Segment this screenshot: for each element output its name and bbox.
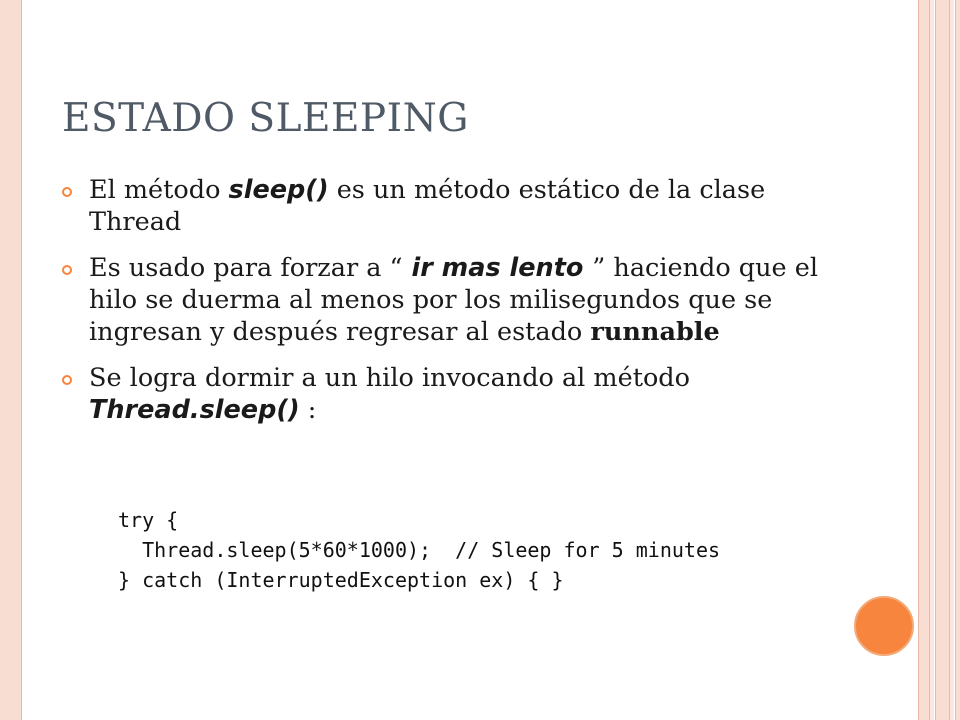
stripe — [950, 0, 954, 720]
stripe — [918, 0, 930, 720]
bullet-item — [62, 252, 822, 348]
bullet-list — [62, 174, 822, 440]
stripe — [955, 0, 960, 720]
method-name: sleep() — [228, 175, 329, 205]
bullet-text: Se logra dormir a un hilo invocando al método — [89, 363, 690, 393]
bullet-text: es un método estático de la clase Thread — [89, 175, 766, 237]
stripe — [935, 0, 950, 720]
method-name: Thread.sleep() — [89, 395, 300, 425]
code-line: try { — [118, 508, 179, 532]
right-frame-stripes — [918, 0, 960, 720]
emphasis-text: ir mas lento — [402, 253, 593, 283]
slide-title: ESTADO SLEEPING — [62, 96, 469, 141]
bullet-text: El método — [89, 175, 229, 205]
stripe — [930, 0, 934, 720]
bullet-item — [62, 362, 822, 426]
bullet-item — [62, 174, 822, 238]
code-line: Thread.sleep(5*60*1000); // Sleep for 5 minutes — [118, 538, 721, 562]
code-line: } catch (InterruptedException ex) { } — [118, 568, 564, 592]
orange-circle-icon — [854, 596, 914, 656]
code-block — [118, 505, 720, 595]
ring-bullet-icon — [62, 187, 72, 197]
ring-bullet-icon — [62, 265, 72, 275]
bullet-text: : — [299, 395, 317, 425]
left-frame-border — [0, 0, 22, 720]
ring-bullet-icon — [62, 375, 72, 385]
bullet-text: Es usado para forzar a “ — [89, 253, 403, 283]
bullet-text: ” haciendo que el hilo se duerma al menos por los milisegundos que se ingresan y después regresar al estado — [89, 253, 818, 347]
state-name: runnable — [590, 317, 720, 347]
